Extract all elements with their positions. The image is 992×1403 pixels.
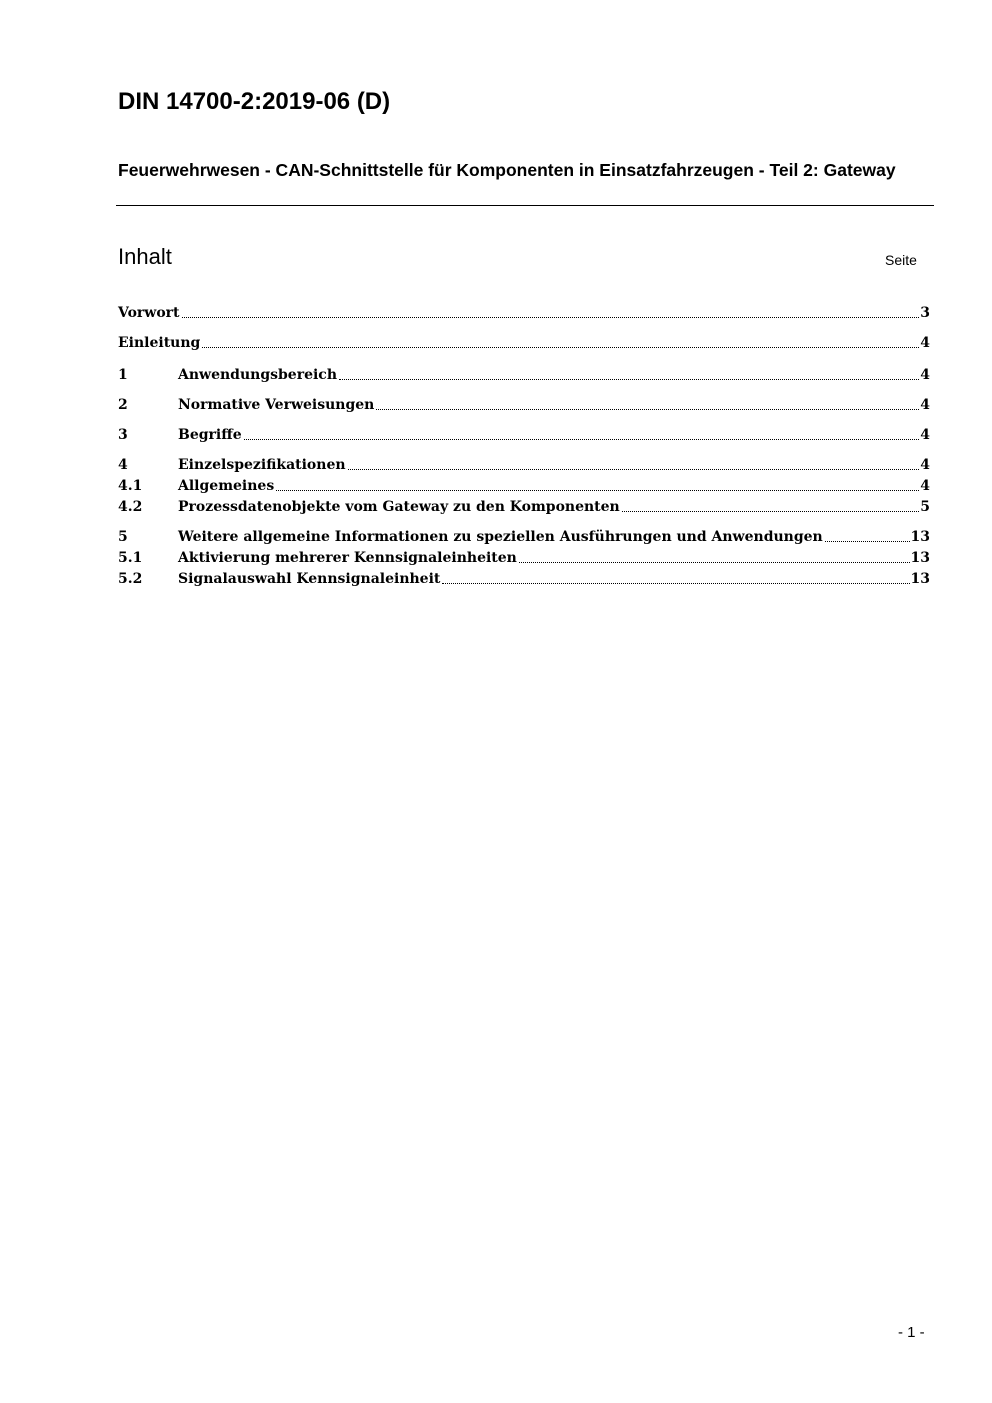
toc-entry-4[interactable] bbox=[118, 452, 930, 474]
toc-entry-text: Vorwort bbox=[118, 305, 180, 321]
toc-leader bbox=[376, 408, 919, 410]
toc-entry-page: 4 bbox=[920, 427, 930, 443]
toc-page-label: Seite bbox=[885, 252, 917, 268]
toc-entry-text: Aktivierung mehrerer Kennsignaleinheiten bbox=[178, 550, 517, 566]
toc-entry-page: 4 bbox=[920, 457, 930, 473]
toc-entry-5-2[interactable] bbox=[118, 566, 930, 588]
toc-entry-text: Allgemeines bbox=[178, 478, 275, 494]
toc-entry-4-1[interactable] bbox=[118, 473, 930, 495]
toc-entry-page: 13 bbox=[910, 529, 930, 545]
toc-entry-3[interactable] bbox=[118, 422, 930, 444]
toc-entry-1[interactable] bbox=[118, 362, 930, 384]
document-title: DIN 14700-2:2019-06 (D) bbox=[118, 88, 391, 115]
toc-entry-number: 5.1 bbox=[118, 550, 143, 566]
toc-leader bbox=[442, 582, 909, 584]
toc-entry-page: 4 bbox=[920, 397, 930, 413]
title-divider bbox=[116, 205, 934, 206]
toc-entry-number: 1 bbox=[118, 367, 128, 383]
toc-entry-page: 4 bbox=[920, 335, 930, 351]
toc-entry-5[interactable] bbox=[118, 524, 930, 546]
toc-leader bbox=[825, 540, 910, 542]
toc-entry-number: 5.2 bbox=[118, 571, 143, 587]
toc-entry-page: 13 bbox=[910, 550, 930, 566]
page-number: - 1 - bbox=[898, 1324, 925, 1341]
toc-leader bbox=[622, 510, 920, 512]
toc-entry-text: Einleitung bbox=[118, 335, 201, 351]
toc-entry-5-1[interactable] bbox=[118, 545, 930, 567]
toc-entry-text: Einzelspezifikationen bbox=[178, 457, 346, 473]
toc-entry-4-2[interactable] bbox=[118, 494, 930, 516]
toc-entry-page: 13 bbox=[910, 571, 930, 587]
toc-leader bbox=[182, 316, 920, 318]
toc-heading: Inhalt bbox=[118, 244, 172, 269]
toc-entry-vorwort[interactable] bbox=[118, 300, 930, 322]
toc-entry-2[interactable] bbox=[118, 392, 930, 414]
toc-entry-page: 3 bbox=[920, 305, 930, 321]
toc-entry-einleitung[interactable] bbox=[118, 330, 930, 352]
toc-entry-text: Normative Verweisungen bbox=[178, 397, 375, 413]
document-subtitle: Feuerwehrwesen - CAN-Schnittstelle für Komponenten in Einsatzfahrzeugen - Teil 2: Gateway bbox=[118, 160, 896, 180]
toc-entry-page: 4 bbox=[920, 478, 930, 494]
toc-entry-number: 5 bbox=[118, 529, 128, 545]
toc-leader bbox=[339, 378, 919, 380]
toc-leader bbox=[202, 346, 919, 348]
toc-leader bbox=[244, 438, 920, 440]
toc-entry-number: 4 bbox=[118, 457, 128, 473]
toc-leader bbox=[519, 561, 910, 563]
toc-leader bbox=[348, 468, 920, 470]
toc-entry-number: 3 bbox=[118, 427, 128, 443]
toc-entry-text: Prozessdatenobjekte vom Gateway zu den Komponenten bbox=[178, 499, 620, 515]
toc-entry-page: 5 bbox=[920, 499, 930, 515]
toc-entry-text: Signalauswahl Kennsignaleinheit bbox=[178, 571, 441, 587]
toc-entry-text: Begriffe bbox=[178, 427, 242, 443]
toc-entry-number: 4.1 bbox=[118, 478, 143, 494]
toc-entry-number: 4.2 bbox=[118, 499, 143, 515]
toc-entry-page: 4 bbox=[920, 367, 930, 383]
toc-entry-number: 2 bbox=[118, 397, 128, 413]
toc-leader bbox=[276, 489, 919, 491]
toc-entry-text: Anwendungsbereich bbox=[178, 367, 337, 383]
toc-entry-text: Weitere allgemeine Informationen zu speziellen Ausführungen und Anwendungen bbox=[178, 529, 823, 545]
